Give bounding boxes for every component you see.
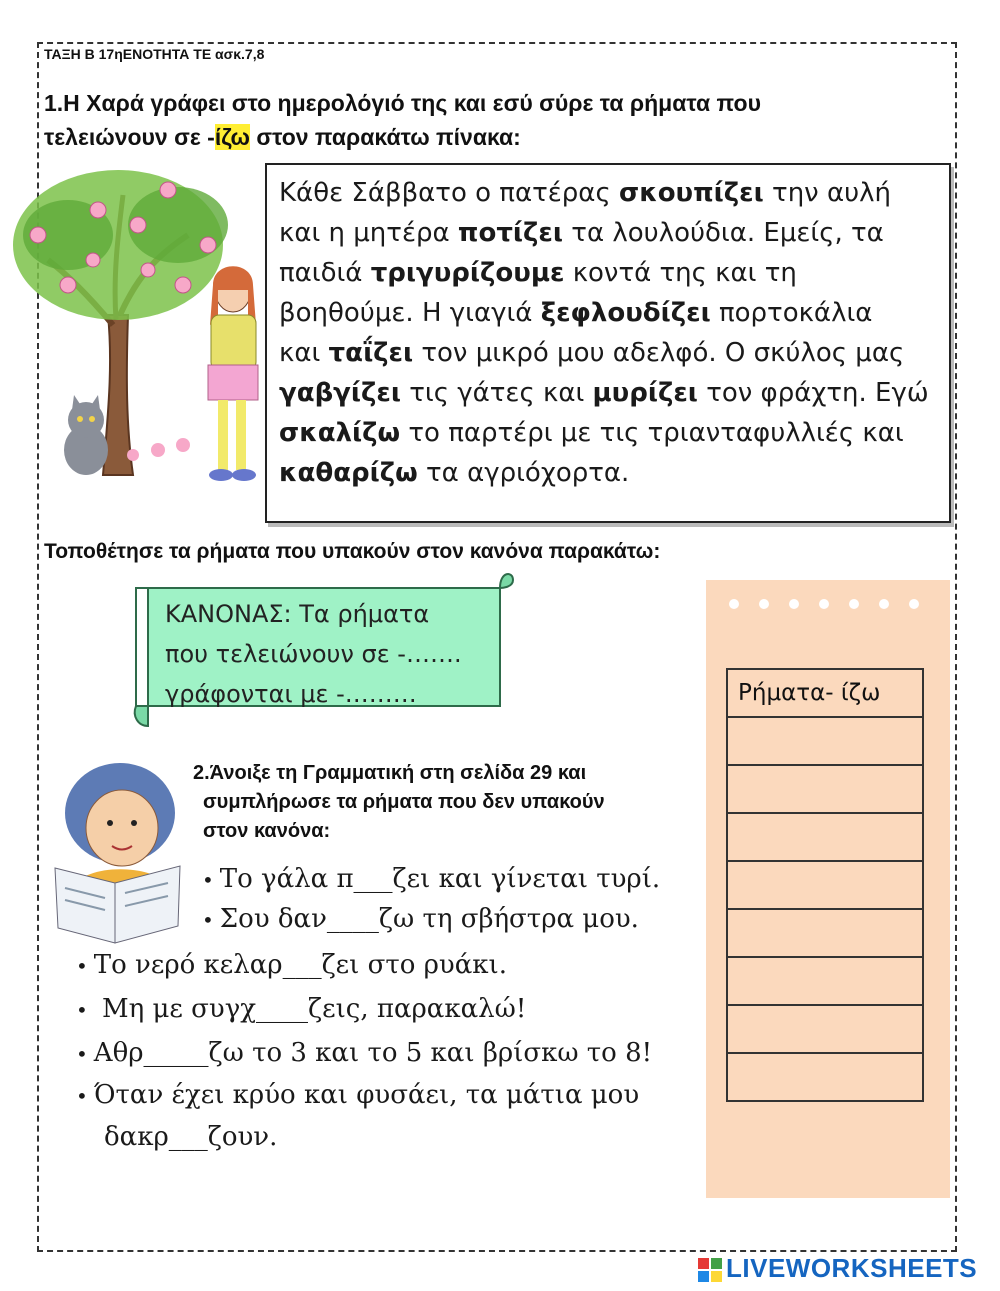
tree-girl-cat-illustration <box>8 165 270 495</box>
bullet-icon: • <box>76 954 88 978</box>
sentence-2[interactable]: • Σου δαν____ζω τη σβήστρα μου. <box>202 904 639 934</box>
task2-instructions <box>193 759 713 846</box>
worksheet-header: ΤΑΞΗ Β 17ηΕΝΟΤΗΤΑ ΤΕ ασκ.7,8 <box>44 46 265 62</box>
liveworksheets-brand[interactable]: LIVEWORKSHEETS <box>726 1253 978 1283</box>
sentence-3[interactable]: • Το νερό κελαρ___ζει στο ρυάκι. <box>76 950 508 980</box>
rule-line3[interactable]: γράφονται με -……… <box>165 680 417 708</box>
diary-line: σκαλίζω το παρτέρι με τις τριανταφυλλιές και <box>279 418 904 448</box>
verbs-table-drop-cell[interactable] <box>728 910 922 958</box>
sentence-1[interactable]: • Το γάλα π___ζει και γίνεται τυρί. <box>202 864 661 894</box>
verb-skoupizei[interactable]: σκουπίζει <box>618 178 764 208</box>
verbs-table-drop-cell[interactable] <box>728 1054 922 1102</box>
verb-taizei[interactable]: ταΐζει <box>328 338 414 368</box>
verbs-table-drop-cell[interactable] <box>728 958 922 1006</box>
verb-trigyrizoume[interactable]: τριγυρίζουμε <box>370 258 565 288</box>
verb-myrizei[interactable]: μυρίζει <box>592 378 698 408</box>
verb-katharizo[interactable]: καθαρίζω <box>279 458 418 488</box>
rule-line2[interactable]: που τελειώνουν σε -……. <box>165 640 462 668</box>
sentence-6[interactable]: • Όταν έχει κρύο και φυσάει, τα μάτια μου <box>76 1080 640 1110</box>
liveworksheets-logo-icon <box>698 1258 722 1282</box>
task1-line2 <box>44 120 924 154</box>
sentence-6-continued[interactable]: δακρ___ζουν. <box>104 1122 278 1152</box>
task2-line3: στον κανόνα: <box>203 820 331 842</box>
diary-line: βοηθούμε. Η γιαγιά ξεφλουδίζει πορτοκάλια <box>279 298 873 328</box>
rule-text <box>165 594 462 714</box>
bullet-icon: • <box>76 1042 88 1066</box>
diary-line: και ταΐζει τον μικρό μου αδελφό. Ο σκύλος μας <box>279 338 905 368</box>
diary-line: παιδιά τριγυρίζουμε κοντά της και τη <box>279 258 797 288</box>
bullet-icon: • <box>76 1084 88 1108</box>
bullet-icon: • <box>76 998 88 1022</box>
verbs-table-drop-cell[interactable] <box>728 814 922 862</box>
sentence-4[interactable]: • Μη με συγχ____ζεις, παρακαλώ! <box>76 994 527 1024</box>
diary-text-box <box>265 163 951 523</box>
diary-line: και η μητέρα ποτίζει τα λουλούδια. Εμείς, τα <box>279 218 884 248</box>
instruction-text: Τοποθέτησε τα ρήματα που υπακούν στον κανόνα παρακάτω: <box>44 540 661 563</box>
task1-suffix-highlight: ίζω <box>214 124 250 150</box>
verbs-table-drop-cell[interactable] <box>728 1006 922 1054</box>
task1-title <box>44 86 924 154</box>
verbs-table-drop-cell[interactable] <box>728 718 922 766</box>
task1-line2-post: στον παρακάτω πίνακα: <box>249 124 521 150</box>
sentence-5[interactable]: • Αθρ_____ζω το 3 και το 5 και βρίσκω το 8! <box>76 1038 653 1068</box>
diary-line: Κάθε Σάββατο ο πατέρας σκουπίζει την αυλή <box>279 178 892 208</box>
verb-skalizo[interactable]: σκαλίζω <box>279 418 401 448</box>
rule-line1: ΚΑΝΟΝΑΣ: Τα ρήματα <box>165 600 430 628</box>
verbs-table <box>726 668 924 1102</box>
verb-gavgizei[interactable]: γαβγίζει <box>279 378 401 408</box>
task2-line1: 2.Άνοιξε τη Γραμματική στη σελίδα 29 και <box>193 762 587 784</box>
task2-line2: συμπλήρωσε τα ρήματα που δεν υπακούν <box>203 791 605 813</box>
verb-xefloudizei[interactable]: ξεφλουδίζει <box>540 298 711 328</box>
verbs-table-header: Ρήματα- ίζω <box>728 670 922 718</box>
diary-line: γαβγίζει τις γάτες και μυρίζει τον φράχτη. Εγώ <box>279 378 929 408</box>
task1-line1: 1.Η Χαρά γράφει στο ημερολόγιό της και εσύ σύρε τα ρήματα που <box>44 90 761 116</box>
bullet-icon: • <box>202 908 214 932</box>
task1-line2-pre: τελειώνουν σε - <box>44 124 215 150</box>
bullet-icon: • <box>202 868 214 892</box>
diary-line: καθαρίζω τα αγριόχορτα. <box>279 458 630 488</box>
notepad-holes <box>726 596 926 612</box>
reading-child-illustration <box>50 758 190 948</box>
verbs-table-drop-cell[interactable] <box>728 862 922 910</box>
verb-potizei[interactable]: ποτίζει <box>457 218 564 248</box>
verbs-table-drop-cell[interactable] <box>728 766 922 814</box>
